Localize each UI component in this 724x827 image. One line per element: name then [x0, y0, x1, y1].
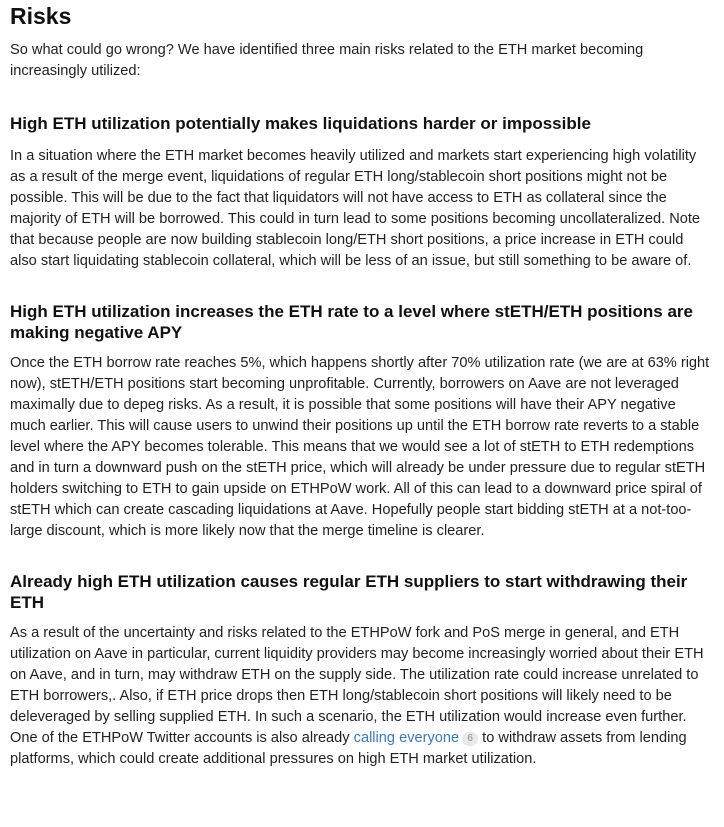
link-click-count-badge: 6 [462, 732, 478, 746]
risk-2-body: Once the ETH borrow rate reaches 5%, which happens shortly after 70% utilization rate (we are at 63% right now), stETH/ETH positions start becoming unprofitable. Currently, borrowers on Aave are not leveraged maximally due to depeg risks. As a result, it is possible that some positions will have their APY negative much earlier. This will cause users to unwind their positions up until the ETH borrow rate reverts to a stable level where the APY becomes tolerable. This means that we would see a lot of stETH to ETH redemptions and in turn a downward push on the stETH price, which will already be under pressure due to regular stETH holders switching to ETH to gain upside on ETHPoW work. All of this can lead to a downward price spiral of stETH which can create cascading liquidations at Aave. Hopefully people start bidding stETH at a not-too-large discount, which is more likely now that the merge timeline is clearer. [10, 355, 710, 539]
risk-3-body [10, 623, 714, 770]
risk-1-body: In a situation where the ETH market becomes heavily utilized and markets start experiencing high volatility as a result of the merge event, liquidations of regular ETH long/stablecoin short positions might not be possible. This will be due to the fact that liquidators will not have access to ETH as collateral since the majority of ETH will be borrowed. This could in turn lead to some positions becoming uncollateralized. Note that because people are now building stablecoin long/ETH short positions, a price increase in ETH could also start liquidating stablecoin collateral, which will be less of an issue, but still something to be aware of. [10, 148, 701, 269]
risk-3-body-text-before-link: As a result of the uncertainty and risks related to the ETHPoW fork and PoS merge in general, and ETH utilization on Aave in particular, current liquidity providers may become increasingly worried about their ETH on Aave, and in turn, may withdraw ETH on the supply side. The utilization rate could increase unrelated to ETH borrowers,. Also, if ETH price drops then ETH long/stablecoin short positions will likely need to be deleveraged by selling supplied ETH. In such a scenario, the ETH utilization would increase even further. One of the ETHPoW Twitter accounts is also already [10, 625, 704, 746]
intro-paragraph: So what could go wrong? We have identified three main risks related to the ETH market becoming increasingly utilized: [10, 42, 644, 79]
risk-3-heading: Already high ETH utilization causes regular ETH suppliers to start withdrawing their ETH [10, 572, 688, 612]
calling-everyone-link[interactable]: calling everyone [353, 730, 460, 746]
risk-2-heading: High ETH utilization increases the ETH rate to a level where stETH/ETH positions are making negative APY [10, 302, 693, 342]
risk-3-body-text-after-link: to withdraw assets from lending platforms, which could create additional pressures on high ETH market utilization. [10, 730, 687, 767]
risk-1-heading: High ETH utilization potentially makes liquidations harder or impossible [10, 114, 591, 133]
page-title: Risks [10, 3, 72, 29]
